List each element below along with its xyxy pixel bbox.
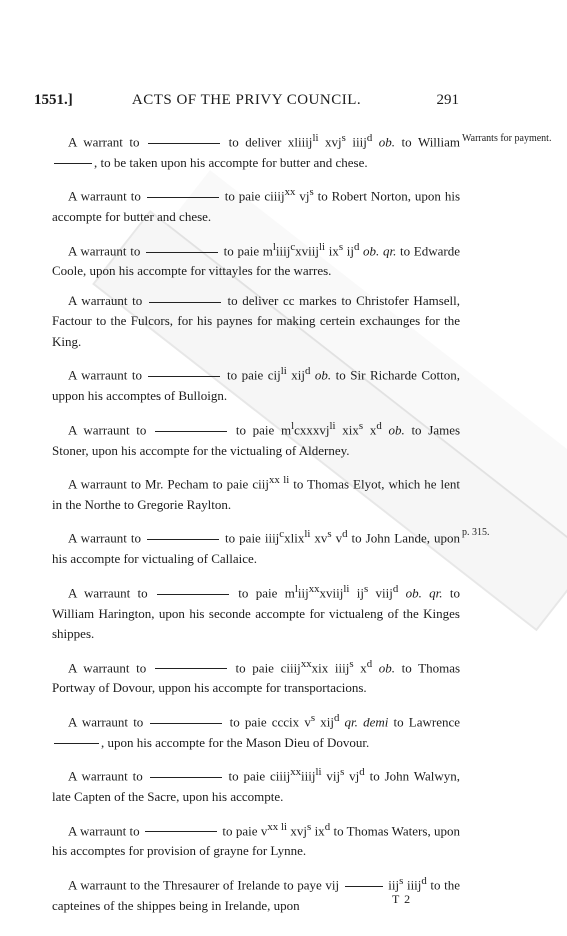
entry-12: A warraunt to to paie ciiij$^{xx}$iiij$^{li}$ vij$^s$ $vj^d$ to John Walwyn, late Capten of the Sacre, upon his accompte.: [52, 766, 461, 805]
entry-3: A warraunt to to paie $m^liiij^cxviij^{li}$ $ix^s$ $ij^d$ ob. qr. to Edwarde Coole, upon his accompte for vittayles for the warres.: [52, 240, 460, 279]
margin-note-warrants: Warrants for payment.: [462, 133, 552, 144]
entry-14: A warraunt to the Thresaurer of Irelande to paye vij iij$^s$ iiij$^d$ to the capteines of the shippes being in Irelande, upon: [52, 874, 461, 913]
entry-9: A warraunt to to paie $m^liij^{xx}xviij^{li}$ $ij^s$ viij$^d$ ob. qr. to William Harington, upon his seconde accompte for victualeng of the Kinges shippes.: [52, 582, 460, 642]
entry-7: A warraunt to Mr. Pecham to paie ciij$^{xx li}$ to Thomas Elyot, which he lent in the Northe to Gregorie Raylton.: [52, 474, 460, 512]
entry-13: A warraunt to to paie $v^{xx li}$ xvj$^s$ $ix^d$ to Thomas Waters, upon his accomptes for provision of grayne for Lynne.: [52, 820, 461, 859]
entry-2: A warraunt to to paie ciiij$^{xx}$ $vj^s$ to Robert Norton, upon his accompte for butter and chese.: [52, 186, 461, 225]
margin-note-page-ref: p. 315.: [462, 527, 490, 538]
entry-8: A warraunt to to paie iiij$^c$xlix$^{li}$ $xv^s$ $v^d$ to John Lande, upon his accompte for victualing of Callaice.: [52, 528, 461, 567]
entry-6: A warraunt to to paie $m^lcxxxvj^{li}$ xix$^s$ $x^d$ ob. to James Stoner, upon his accompte for the victualing of Alderney.: [52, 419, 461, 458]
header-title: ACTS OF THE PRIVY COUNCIL.: [131, 92, 362, 108]
entry-5: A warraunt to to paie cij$^{li}$ xij$^d$ ob. to Sir Richarde Cotton, uppon his accomptes of Bulloign.: [52, 365, 461, 404]
entry-10: A warraunt to to paie ciiij$^{xx}$xix iiij$^s$ $x^d$ ob. to Thomas Portway of Dovour, uppon his accompte for transportacions.: [52, 657, 461, 696]
page-number: 291: [436, 92, 459, 108]
running-header: [34, 92, 459, 114]
header-year: 1551.]: [34, 92, 73, 108]
signature-mark: T 2: [392, 892, 412, 906]
entry-1: A warrant to to deliver xliiij$^{li}$ xvj$^s$ iiij$^d$ ob. to William , to be taken upon his accompte for butter and chese.: [52, 128, 460, 173]
document-body: [52, 128, 460, 925]
entry-4: A warraunt to to deliver cc markes to Christofer Hamsell, Factour to the Fulcors, for his paynes for making certein exchaunges for the King.: [52, 292, 461, 349]
entry-11: A warraunt to to paie cccix $v^s$ xij$^d$ qr. demi to Lawrence , upon his accompte for the Mason Dieu of Dovour.: [52, 708, 460, 753]
